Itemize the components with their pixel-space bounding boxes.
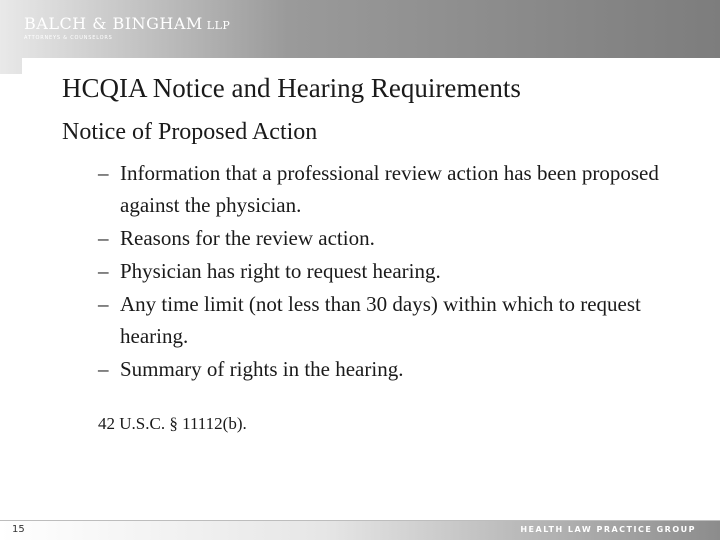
practice-group-label: HEALTH LAW PRACTICE GROUP [520,525,696,534]
bullet-item: – Physician has right to request hearing. [98,255,698,287]
bullet-item: – Summary of rights in the hearing. [98,353,698,385]
firm-logo [24,14,230,33]
slide-subtitle: Notice of Proposed Action [62,119,318,145]
bullet-list [98,157,698,386]
firm-suffix: LLP [206,19,231,32]
slide-title: HCQIA Notice and Hearing Requirements [62,73,521,103]
bullet-item: – Reasons for the review action. [98,222,698,254]
page-number: 15 [12,524,25,535]
bullet-item: – Any time limit (not less than 30 days) within which to request hearing. [98,288,698,352]
firm-name: BALCH & BINGHAM [24,14,203,33]
firm-tagline: ATTORNEYS & COUNSELORS [24,35,113,41]
bullet-item: – Information that a professional review action has been proposed against the physician. [98,157,698,221]
statute-citation: 42 U.S.C. § 11112(b). [98,414,247,433]
